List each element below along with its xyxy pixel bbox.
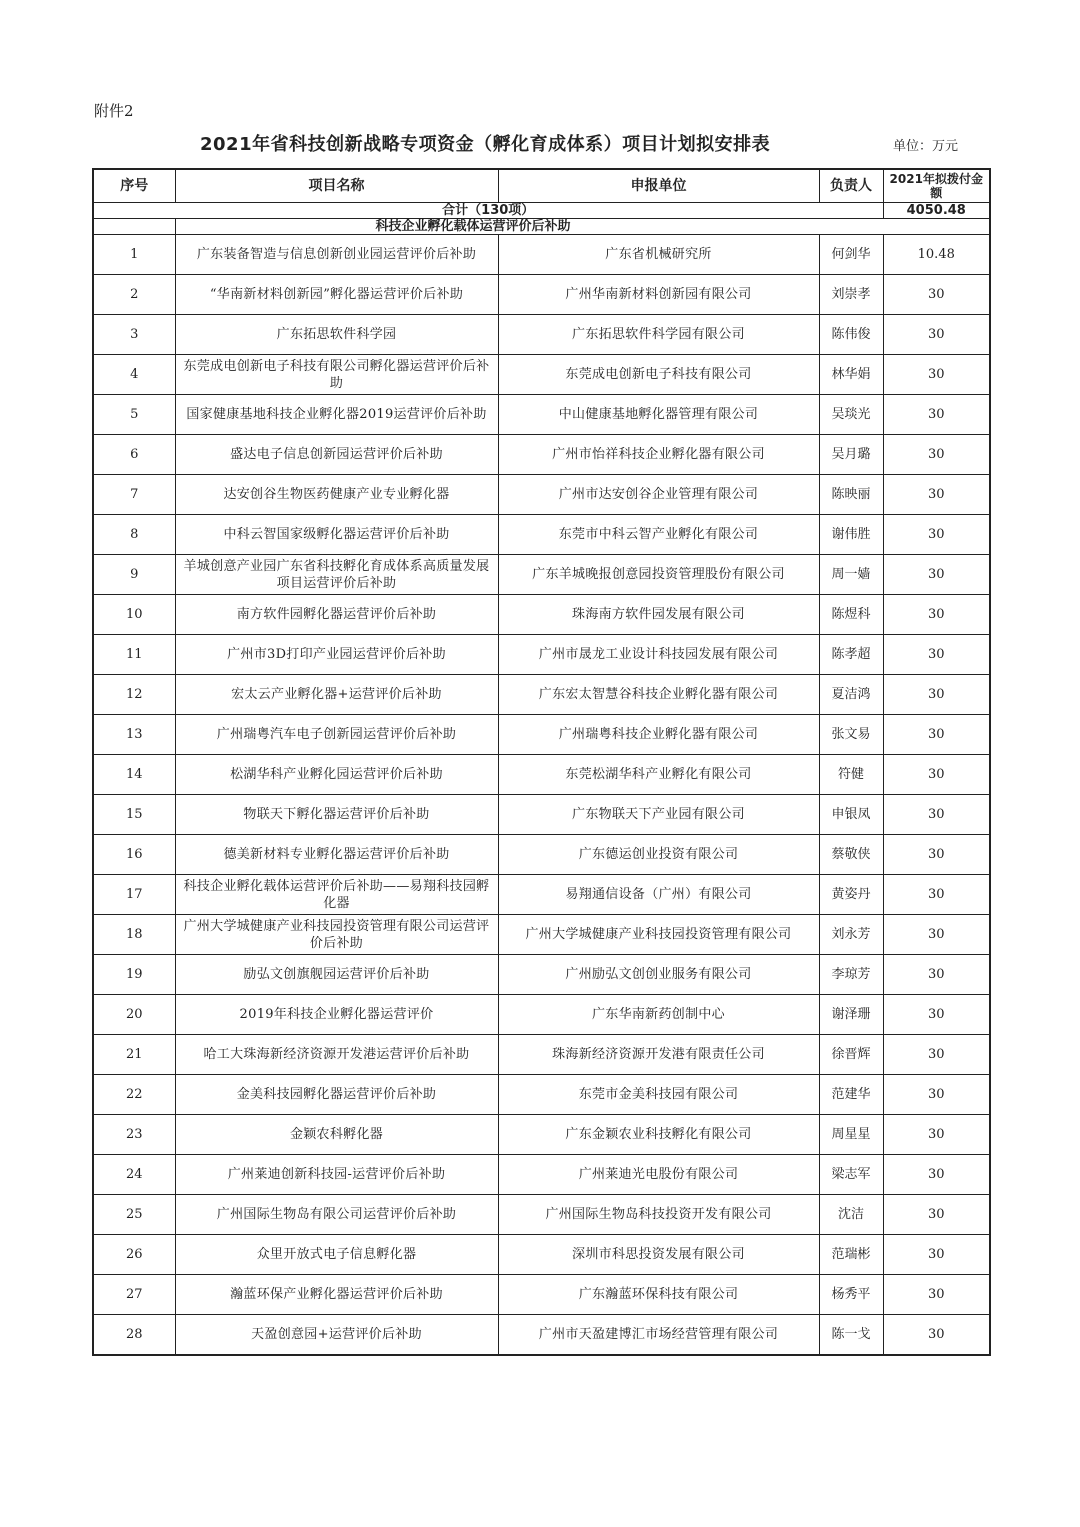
- row-project: 广州大学城健康产业科技园投资管理有限公司运营评价后补助: [175, 915, 498, 955]
- row-project: 哈工大珠海新经济资源开发港运营评价后补助: [175, 1035, 498, 1075]
- row-person: 周星星: [819, 1115, 883, 1155]
- row-no: 7: [93, 475, 175, 515]
- row-project: 广州市3D打印产业园运营评价后补助: [175, 635, 498, 675]
- document-title: 2021年省科技创新战略专项资金（孵化育成体系）项目计划拟安排表: [200, 134, 771, 155]
- row-person: 范建华: [819, 1075, 883, 1115]
- row-org: 广州大学城健康产业科技园投资管理有限公司: [498, 915, 819, 955]
- row-org: 广东德运创业投资有限公司: [498, 835, 819, 875]
- row-amount: 30: [883, 275, 990, 315]
- row-no: 14: [93, 755, 175, 795]
- row-project: 金美科技园孵化器运营评价后补助: [175, 1075, 498, 1115]
- row-no: 26: [93, 1235, 175, 1275]
- table-row: [93, 1235, 990, 1275]
- row-amount: 30: [883, 915, 990, 955]
- row-person: 吴月璐: [819, 435, 883, 475]
- row-person: 蔡敬侠: [819, 835, 883, 875]
- category-label: 科技企业孵化载体运营评价后补助: [175, 219, 990, 235]
- row-org: 广东金颖农业科技孵化有限公司: [498, 1115, 819, 1155]
- row-amount: 30: [883, 1315, 990, 1356]
- row-amount: 30: [883, 475, 990, 515]
- row-amount: 30: [883, 955, 990, 995]
- row-project: 宏太云产业孵化器+运营评价后补助: [175, 675, 498, 715]
- table-row: [93, 1035, 990, 1075]
- row-org: 广东瀚蓝环保科技有限公司: [498, 1275, 819, 1315]
- row-project: 松湖华科产业孵化园运营评价后补助: [175, 755, 498, 795]
- row-amount: 30: [883, 435, 990, 475]
- project-table: [92, 168, 991, 1356]
- row-amount: 10.48: [883, 235, 990, 275]
- row-no: 1: [93, 235, 175, 275]
- row-person: 陈一戈: [819, 1315, 883, 1356]
- table-row: [93, 1315, 990, 1356]
- row-project: 广东装备智造与信息创新创业园运营评价后补助: [175, 235, 498, 275]
- row-no: 4: [93, 355, 175, 395]
- row-no: 11: [93, 635, 175, 675]
- table-row: [93, 395, 990, 435]
- row-org: 广州莱迪光电股份有限公司: [498, 1155, 819, 1195]
- row-no: 24: [93, 1155, 175, 1195]
- row-no: 21: [93, 1035, 175, 1075]
- row-org: 东莞市金美科技园有限公司: [498, 1075, 819, 1115]
- row-amount: 30: [883, 355, 990, 395]
- row-amount: 30: [883, 1075, 990, 1115]
- row-person: 黄姿丹: [819, 875, 883, 915]
- row-org: 广州华南新材料创新园有限公司: [498, 275, 819, 315]
- row-project: 广东拓思软件科学园: [175, 315, 498, 355]
- row-person: 夏洁鸿: [819, 675, 883, 715]
- row-no: 12: [93, 675, 175, 715]
- table-row: [93, 275, 990, 315]
- row-no: 13: [93, 715, 175, 755]
- row-person: 陈映丽: [819, 475, 883, 515]
- row-project: 励弘文创旗舰园运营评价后补助: [175, 955, 498, 995]
- unit-label: 单位：万元: [893, 139, 959, 154]
- row-project: 2019年科技企业孵化器运营评价: [175, 995, 498, 1035]
- row-amount: 30: [883, 395, 990, 435]
- row-amount: 30: [883, 1115, 990, 1155]
- table-row: [93, 1275, 990, 1315]
- table-header-row: [93, 169, 990, 203]
- row-amount: 30: [883, 595, 990, 635]
- table-row: [93, 635, 990, 675]
- row-project: 东莞成电创新电子科技有限公司孵化器运营评价后补助: [175, 355, 498, 395]
- row-person: 徐晋辉: [819, 1035, 883, 1075]
- row-amount: 30: [883, 1275, 990, 1315]
- header-amount: 2021年拟拨付金额: [883, 169, 990, 203]
- row-org: 广东物联天下产业园有限公司: [498, 795, 819, 835]
- table-row: [93, 995, 990, 1035]
- header-org: 申报单位: [498, 169, 819, 203]
- row-no: 20: [93, 995, 175, 1035]
- row-org: 广州市天盈建博汇市场经营管理有限公司: [498, 1315, 819, 1356]
- table-row: [93, 595, 990, 635]
- category-row: [93, 219, 990, 235]
- row-no: 23: [93, 1115, 175, 1155]
- row-no: 27: [93, 1275, 175, 1315]
- row-project: 物联天下孵化器运营评价后补助: [175, 795, 498, 835]
- row-org: 广州市晟龙工业设计科技园发展有限公司: [498, 635, 819, 675]
- table-row: [93, 355, 990, 395]
- row-person: 申银凤: [819, 795, 883, 835]
- row-no: 8: [93, 515, 175, 555]
- row-amount: 30: [883, 555, 990, 595]
- header-project: 项目名称: [175, 169, 498, 203]
- row-person: 符健: [819, 755, 883, 795]
- table-row: [93, 675, 990, 715]
- total-row: [93, 203, 990, 219]
- row-org: 中山健康基地孵化器管理有限公司: [498, 395, 819, 435]
- table-row: [93, 315, 990, 355]
- row-person: 范瑞彬: [819, 1235, 883, 1275]
- row-person: 陈伟俊: [819, 315, 883, 355]
- row-no: 2: [93, 275, 175, 315]
- row-project: 广州莱迪创新科技园-运营评价后补助: [175, 1155, 498, 1195]
- row-no: 10: [93, 595, 175, 635]
- table-row: [93, 1115, 990, 1155]
- row-org: 广东拓思软件科学园有限公司: [498, 315, 819, 355]
- row-project: 众里开放式电子信息孵化器: [175, 1235, 498, 1275]
- row-project: 南方软件园孵化器运营评价后补助: [175, 595, 498, 635]
- row-no: 15: [93, 795, 175, 835]
- row-amount: 30: [883, 1035, 990, 1075]
- table-row: [93, 915, 990, 955]
- row-no: 9: [93, 555, 175, 595]
- row-no: 16: [93, 835, 175, 875]
- header-no: 序号: [93, 169, 175, 203]
- table-row: [93, 835, 990, 875]
- row-project: 天盈创意园+运营评价后补助: [175, 1315, 498, 1356]
- table-row: [93, 555, 990, 595]
- total-amount: 4050.48: [883, 203, 990, 219]
- row-amount: 30: [883, 1155, 990, 1195]
- row-person: 林华娟: [819, 355, 883, 395]
- row-org: 东莞成电创新电子科技有限公司: [498, 355, 819, 395]
- row-no: 5: [93, 395, 175, 435]
- row-org: 珠海新经济资源开发港有限责任公司: [498, 1035, 819, 1075]
- row-amount: 30: [883, 795, 990, 835]
- row-no: 6: [93, 435, 175, 475]
- row-org: 广州市怡祥科技企业孵化器有限公司: [498, 435, 819, 475]
- row-org: 广州市达安创谷企业管理有限公司: [498, 475, 819, 515]
- row-no: 18: [93, 915, 175, 955]
- row-project: 国家健康基地科技企业孵化器2019运营评价后补助: [175, 395, 498, 435]
- table-row: [93, 755, 990, 795]
- row-org: 广东华南新药创制中心: [498, 995, 819, 1035]
- row-org: 东莞松湖华科产业孵化有限公司: [498, 755, 819, 795]
- row-project: 金颖农科孵化器: [175, 1115, 498, 1155]
- table-row: [93, 235, 990, 275]
- row-person: 刘崇孝: [819, 275, 883, 315]
- row-person: 吴琰光: [819, 395, 883, 435]
- row-org: 广州国际生物岛科技投资开发有限公司: [498, 1195, 819, 1235]
- row-project: 瀚蓝环保产业孵化器运营评价后补助: [175, 1275, 498, 1315]
- row-project: 科技企业孵化载体运营评价后补助——易翔科技园孵化器: [175, 875, 498, 915]
- row-no: 22: [93, 1075, 175, 1115]
- row-person: 梁志军: [819, 1155, 883, 1195]
- row-person: 沈洁: [819, 1195, 883, 1235]
- table-row: [93, 1075, 990, 1115]
- row-amount: 30: [883, 835, 990, 875]
- row-no: 25: [93, 1195, 175, 1235]
- row-project: 盛达电子信息创新园运营评价后补助: [175, 435, 498, 475]
- row-person: 陈孝超: [819, 635, 883, 675]
- table-row: [93, 875, 990, 915]
- table-row: [93, 715, 990, 755]
- row-person: 张文易: [819, 715, 883, 755]
- category-blank: [93, 219, 175, 235]
- row-project: 羊城创意产业园广东省科技孵化育成体系高质量发展项目运营评价后补助: [175, 555, 498, 595]
- row-org: 深圳市科思投资发展有限公司: [498, 1235, 819, 1275]
- row-no: 17: [93, 875, 175, 915]
- row-org: 珠海南方软件园发展有限公司: [498, 595, 819, 635]
- row-project: 达安创谷生物医药健康产业专业孵化器: [175, 475, 498, 515]
- row-amount: 30: [883, 515, 990, 555]
- row-amount: 30: [883, 635, 990, 675]
- row-project: 广州瑞粤汽车电子创新园运营评价后补助: [175, 715, 498, 755]
- row-amount: 30: [883, 715, 990, 755]
- row-no: 19: [93, 955, 175, 995]
- row-org: 广州励弘文创创业服务有限公司: [498, 955, 819, 995]
- row-org: 东莞市中科云智产业孵化有限公司: [498, 515, 819, 555]
- row-amount: 30: [883, 995, 990, 1035]
- row-amount: 30: [883, 675, 990, 715]
- table-row: [93, 795, 990, 835]
- row-project: 德美新材料专业孵化器运营评价后补助: [175, 835, 498, 875]
- row-amount: 30: [883, 1235, 990, 1275]
- table-row: [93, 1155, 990, 1195]
- attachment-label: 附件2: [94, 102, 134, 120]
- row-amount: 30: [883, 1195, 990, 1235]
- row-org: 广东宏太智慧谷科技企业孵化器有限公司: [498, 675, 819, 715]
- row-amount: 30: [883, 315, 990, 355]
- table-row: [93, 955, 990, 995]
- row-org: 广东省机械研究所: [498, 235, 819, 275]
- row-person: 陈煜科: [819, 595, 883, 635]
- table-row: [93, 1195, 990, 1235]
- row-org: 广东羊城晚报创意园投资管理股份有限公司: [498, 555, 819, 595]
- row-amount: 30: [883, 875, 990, 915]
- row-person: 周一嫱: [819, 555, 883, 595]
- row-no: 28: [93, 1315, 175, 1356]
- row-project: 中科云智国家级孵化器运营评价后补助: [175, 515, 498, 555]
- row-person: 谢泽珊: [819, 995, 883, 1035]
- row-person: 何剑华: [819, 235, 883, 275]
- row-person: 谢伟胜: [819, 515, 883, 555]
- row-no: 3: [93, 315, 175, 355]
- row-person: 杨秀平: [819, 1275, 883, 1315]
- row-project: 广州国际生物岛有限公司运营评价后补助: [175, 1195, 498, 1235]
- table-row: [93, 435, 990, 475]
- row-project: “华南新材料创新园”孵化器运营评价后补助: [175, 275, 498, 315]
- row-org: 易翔通信设备（广州）有限公司: [498, 875, 819, 915]
- table-row: [93, 515, 990, 555]
- table-row: [93, 475, 990, 515]
- row-org: 广州瑞粤科技企业孵化器有限公司: [498, 715, 819, 755]
- row-person: 李琼芳: [819, 955, 883, 995]
- row-amount: 30: [883, 755, 990, 795]
- header-person: 负责人: [819, 169, 883, 203]
- row-person: 刘永芳: [819, 915, 883, 955]
- total-label: 合计（130项）: [93, 203, 883, 219]
